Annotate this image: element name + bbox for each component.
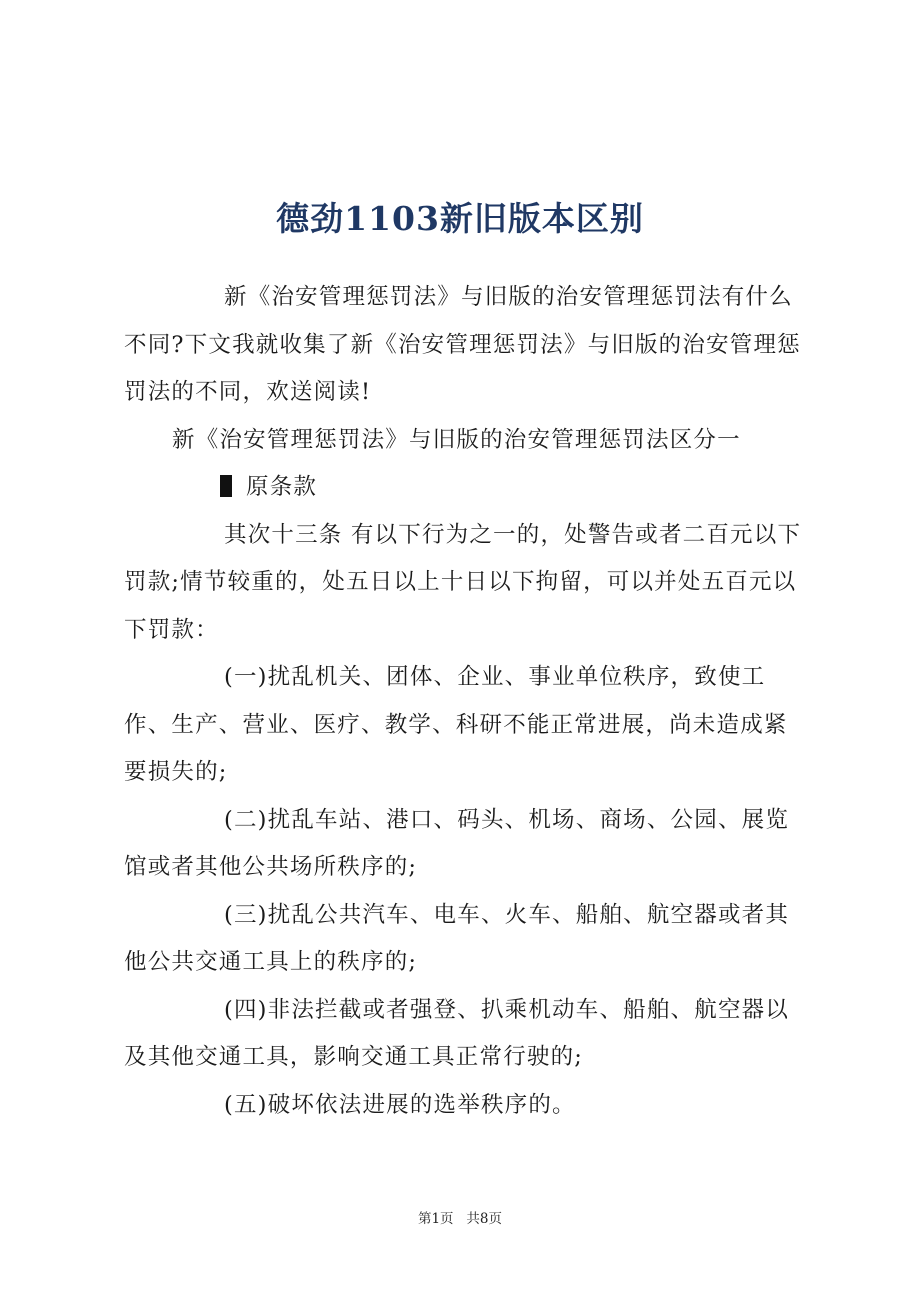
list-item-1: (一)扰乱机关、团体、企业、事业单位秩序，致使工作、生产、营业、医疗、教学、科研不能正常进展，尚未造成紧要损失的; — [124, 664, 788, 785]
bullet-line — [124, 464, 806, 512]
bullet-label: 原条款 — [246, 474, 318, 500]
list-item-5: (五)破坏依法进展的选举秩序的。 — [224, 1091, 576, 1118]
square-bullet-icon — [220, 475, 232, 497]
document-body — [124, 274, 806, 1129]
intro-paragraph: 新《治安管理惩罚法》与旧版的治安管理惩罚法有什么不同?下文我就收集了新《治安管理惩罚法》与旧版的治安管理惩罚法的不同，欢送阅读! — [124, 284, 801, 405]
section-heading: 新《治安管理惩罚法》与旧版的治安管理惩罚法区分一 — [172, 426, 741, 453]
list-item-4: (四)非法拦截或者强登、扒乘机动车、船舶、航空器以及其他交通工具，影响交通工具正常行驶的; — [124, 996, 790, 1070]
article-paragraph: 其次十三条 有以下行为之一的，处警告或者二百元以下罚款;情节较重的，处五日以上十日以下拘留，可以并处五百元以下罚款： — [124, 521, 802, 643]
page-number: 第1页 共8页 — [417, 1211, 503, 1227]
list-item-3: (三)扰乱公共汽车、电车、火车、船舶、航空器或者其他公共交通工具上的秩序的; — [124, 901, 790, 975]
page-footer — [0, 1207, 920, 1227]
document-title: 德劲1103新旧版本区别 — [276, 199, 644, 238]
list-item-2: (二)扰乱车站、港口、码头、机场、商场、公园、展览馆或者其他公共场所秩序的; — [124, 806, 790, 880]
